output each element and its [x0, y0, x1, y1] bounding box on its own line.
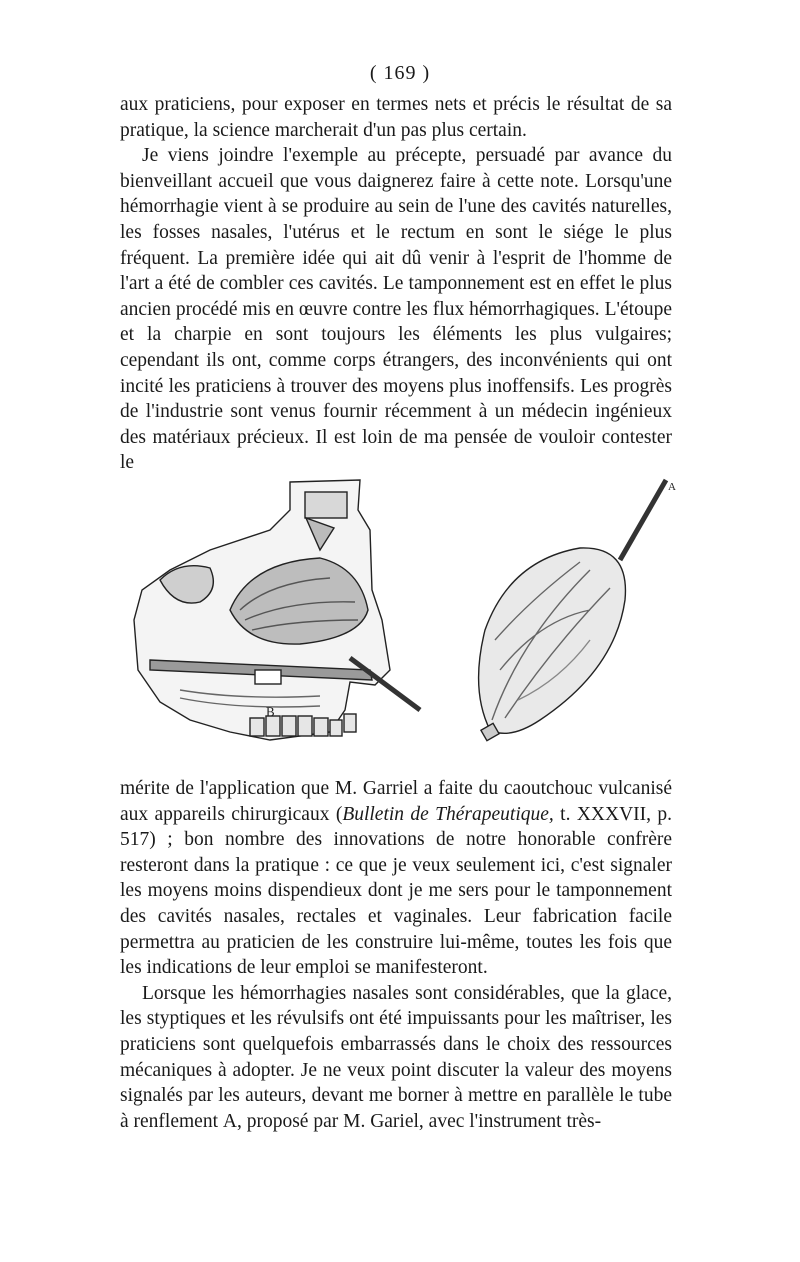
figure-label-a: A [668, 481, 676, 493]
paragraph-garriel [120, 776, 672, 981]
page-number: ( 169 ) [369, 62, 431, 84]
figure-label-b: B [266, 704, 275, 719]
bottom-text-block [120, 776, 672, 1134]
figure-reference-letter: A [222, 1110, 237, 1132]
paragraph-garriel-start: mérite de l'application que M. Garriel a faite du caoutchouc vulcanisé aux appareils chirurgicaux ( [120, 778, 672, 825]
top-text-block [120, 92, 672, 476]
tampon-bulb-drawing [479, 480, 676, 741]
paragraph-garriel-end: t. XXXVII, p. 517) ; bon nombre des innovations de notre honorable confrère resteront dans la pratique : ce que je veux seulement ici, c'est signaler les moyens moins dispendieux dont je me sers pour le tamponnement des cavités nasales, rectales et vaginales. Leur fabrication facile permettra au praticien de les construire lui-même, toutes les fois que les indications de leur emploi se manifesteront. [120, 803, 672, 979]
paragraph-nasal [120, 981, 672, 1135]
paragraph-nasal-end: , proposé par M. Gariel, avec l'instrument très- [236, 1110, 602, 1132]
illustration-svg [120, 470, 680, 760]
paragraph-nasal-start: Lorsque les hémorrhagies nasales sont considérables, que la glace, les styptiques et les révulsifs ont été impuissants pour les maîtriser, les praticiens sont quelquefois embarrassés dans le choix des ressources mécaniques à adopter. Je ne veux point discuter la valeur des moyens signalés par les auteurs, devant me borner à mettre en parallèle le tube à renflement [120, 982, 672, 1132]
paragraph-continuation: aux praticiens, pour exposer en termes nets et précis le résultat de sa pratique, la science marcherait d'un pas plus certain. [120, 94, 672, 141]
nasal-cavity-section-drawing [130, 480, 420, 750]
paragraph-tamponnement: Je viens joindre l'exemple au précepte, persuadé par avance du bienveillant accueil que vous daignerez faire à cette note. Lorsqu'une hémorrhagie vient à se produire au sein de l'une des cavités naturelles, les fosses nasales, l'utérus et le rectum en sont le siége le plus fréquent. La première idée qui ait dû venir à l'esprit de l'homme de l'art a été de combler ces cavités. Le tamponnement est en effet le plus ancien procédé mis en œuvre contre les flux hémorrhagiques. L'étoupe et la charpie en sont toujours les éléments les plus vulgaires; cependant ils ont, comme corps étrangers, des inconvénients qui ont incité les praticiens à trouver des moyens plus inoffensifs. Les progrès de l'industrie sont venus fournir récemment à un médecin ingénieux des matériaux précieux. Il est loin de ma pensée de vouloir contester le [120, 145, 672, 474]
illustration-figure [120, 470, 680, 760]
citation-bulletin: Bulletin de Thérapeutique, [342, 803, 554, 825]
